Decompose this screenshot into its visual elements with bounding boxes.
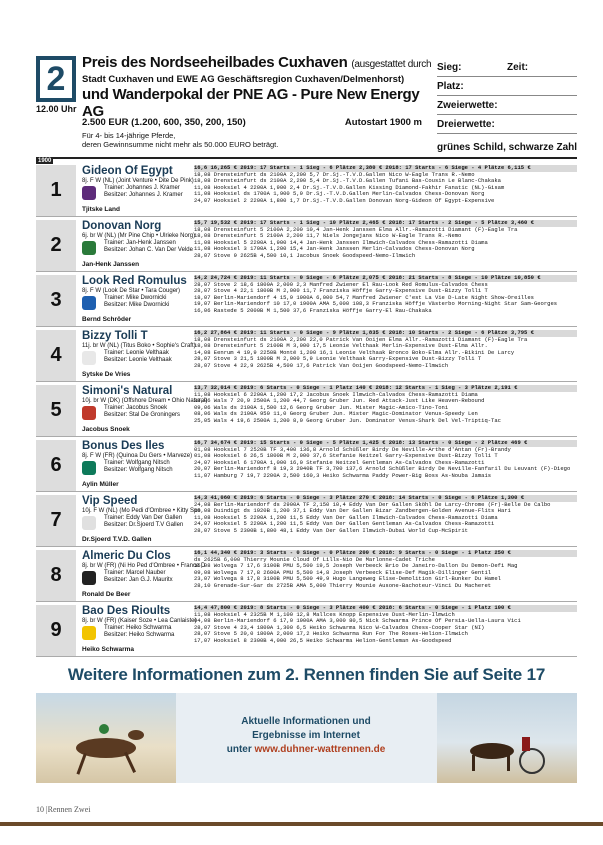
info-box [36, 693, 577, 783]
jockey-silk-icon [82, 351, 96, 365]
form-row: 28,07 Stove 4 22,1 1800B M 2,000 11,7 Franziska Höffje Garry-Expensive Dust-Bizzy Tolli T [194, 288, 488, 295]
jockey-name: Bernd Schröder [82, 316, 132, 323]
form-row: 08,06 Wals ds 2100A 950 11,0 Georg Gruber Jun. Mister Magic-Dominator Venus-Speedy Len [194, 411, 478, 418]
horse-details: 8j. br W (FR) (Kaiser Soze • Lea Canlaiste) Trainer: Heiko Schwarma Besitzer: Heiko Schwarma [82, 618, 197, 638]
horse-name: Almeric Du Clos [82, 550, 171, 562]
form-row: 28,07 Stove 5 2300B 1,800 48,1 Eddy Van Der Gallen Ilmwich-Dubai World Cup-McSpirit [194, 527, 468, 534]
bet-dreier: Dreierwette: [437, 115, 577, 134]
prize-money: Autostart 1900 m 2.500 EUR (1.200, 600, 350, 200, 150) [82, 117, 422, 128]
form-row: 17,07 Hooksiel 8 2300B 4,000 26,5 Heiko Schwarma Helion-Gentleman As-Goodspeed [194, 637, 452, 644]
jockey-name: Tjitske Land [82, 206, 120, 213]
bet-form [437, 58, 577, 134]
form-row: 11,08 Hooksiel 3 1700A 1,200 15,4 Jan-Henk Janssen Merlin-Calvados Chess-Donovan Norg [194, 246, 475, 253]
jockey-silk-icon [82, 516, 96, 530]
horse-name: Donovan Norg [82, 220, 162, 232]
trotting-photo-right [437, 693, 577, 783]
footer-line [0, 822, 603, 826]
bet-zeit: Zeit: [507, 62, 529, 73]
info-banner: Weitere Informationen zum 2. Rennen finden Sie auf Seite 17 [67, 665, 546, 684]
form-row: 28,10 Grenade-Sur-Gar ds 2725B AMA 5,000 Thierry Mounie Ausone-Bachoteur-Vinci Du Macheret [194, 582, 492, 589]
horse-details: 10j. br W (DK) (Offshore Dream • Ohio Natural) Trainer: Jacobus Snoek Besitzer: Stal De Groningers [82, 398, 208, 418]
form-row: 19,07 Berlin-Mariendorf 10 17,0 1900A AMA 5,000 108,3 Franziska Höffje Västerbo Morning-Night Star Sam-Georges [194, 301, 558, 308]
race-titles [82, 54, 432, 120]
jockey-name: Jan-Henk Janssen [82, 261, 140, 268]
horse-number: 6 [36, 440, 76, 491]
horse-name: Simoni's Natural [82, 385, 173, 397]
jockey-silk-icon [82, 406, 96, 420]
horse-entry [36, 550, 577, 602]
form-row: 18,08 Drensteinfurt 5 2100B M 3,000 17,5 Leonie Velthaak Merlin-Expensive Dust-Elma Allr. [194, 343, 488, 350]
distance-bar: 1900 [36, 157, 577, 164]
form-table [194, 220, 577, 259]
horse-number: 9 [36, 605, 76, 656]
website-link[interactable]: www.duhner-wattrennen.de [254, 744, 386, 755]
bet-platz: Platz: [437, 77, 577, 96]
form-row: 18,08 Drensteinfurt ds 2100A 2,200 22,0 Patrick Van Ooijen Elma Allr.-Ramazotti Diamant (F)-Eagle Tra [194, 337, 528, 343]
info-text: Aktuelle Informationen und Ergebnisse im Internet unter www.duhner-wattrennen.de [226, 716, 386, 755]
horse-entry [36, 440, 577, 492]
horse-number: 2 [36, 220, 76, 271]
horse-number: 5 [36, 385, 76, 436]
form-row: 11,08 Hooksiel 4 2325B M 1,100 12,8 Mallces Knopp Expensive Dust-Merlin-Ilmwich [194, 612, 455, 618]
start-type: Autostart 1900 m [344, 117, 422, 128]
race-conditions: Für 4- bis 14-jährige Pferde, deren Gewinnsumme nicht mehr als 50.000 EURO beträgt. [82, 131, 279, 149]
form-row: 28,07 Stove 3 21,5 1800B M 2,000 5,9 Leonie Velthaak Garry-Expensive Dust-Bizzy Tolli T [194, 356, 482, 363]
race-time: 12.00 Uhr [36, 104, 77, 114]
sulky-horse-icon [437, 693, 577, 783]
form-row: 23,07 Wolvega 8 17,8 3100B PMU 5,500 49,9 Hugo Langeweg Elise-Demolition Girl-Bunker Du Hamel [194, 576, 501, 583]
jockey-name: Heiko Schwarma [82, 646, 135, 653]
form-row: 18,08 Drensteinfurt ds 2100A 2,200 5,7 Dr.Sj.-T.V.D.Gallen Nico W-Eagle Trans R.-Nemo [194, 172, 475, 178]
horse-name: Bonus Des Iles [82, 440, 165, 452]
jockey-silk-icon [82, 296, 96, 310]
form-summary: 16,6 16,265 € 2019: 17 Starts - 1 Sieg - 6 Plätze 2,380 € 2018: 17 Starts - 6 Siege - 4 Plätze 6,115 € [194, 165, 577, 172]
bet-zweier: Zweierwette: [437, 96, 577, 115]
jockey-silk-icon [82, 241, 96, 255]
horse-photo-left [36, 693, 176, 783]
form-row: 24,07 Hooksiel 6 1700A 1,000 16,0 Stefanie Neitzel Gentleman As-Calvados Chess-Ramazotti [194, 459, 485, 466]
form-row: 14,08 Eenrum 4 19,9 2250B Monté 1,200 16,1 Leonie Velthaak Bronco Boko-Elma Allr.-Bikini De Larcy [194, 349, 515, 356]
horse-number: 8 [36, 550, 76, 601]
form-table [194, 605, 577, 644]
form-row: 11,08 Hooksiel 5 2200A 1,200 11,5 Eddy Van Der Gallen Ilmwich-Calvados Chess-Ramazotti Diama [194, 514, 498, 521]
race-title-1: Preis des Nordseeheilbades Cuxhaven [82, 54, 348, 71]
form-row: 18,08 Drensteinfurt 5 2100A 2,200 10,4 Jan-Henk Janssen Elma Allr.-Ramazotti Diamant (F)-Eagle Tra [194, 227, 518, 233]
jockey-name: Aylin Müller [82, 481, 119, 488]
form-row: ds 2625B 6,000 Thierry Mounie Cloud Of Lills-Nio De Marlonne-Cadet Triche [194, 557, 435, 563]
horse-name: Bao Des Rioults [82, 605, 171, 617]
horse-details: 10j. F W (NL) (Mo Pedi d'Ombree • Kitty Spe Trainer: Eddy Van Der Gallen Besitzer: Dr.Sjoerd T.V Gallen [82, 508, 201, 528]
horse-entry [36, 385, 577, 437]
form-row: 11,08 Hooksiel ds 1700A 1,900 5,9 Dr.Sj.-T.V.D.Gallen Merlin-Calvados Chess-Donovan Norg [194, 191, 485, 198]
form-table [194, 550, 577, 589]
form-row: 18,07 Berlin-Mariendorf 4 15,9 1900A 6,000 54,7 Manfred Zwiener C'est La Vie D-Late Night Show-Oreilles [194, 294, 534, 301]
form-summary: 14,4 47,800 € 2019: 8 Starts - 0 Siege - 3 Plätze 400 € 2018: 6 Starts - 0 Siege - 1 Platz 100 € [194, 605, 577, 612]
form-table [194, 385, 577, 424]
horse-number: 3 [36, 275, 76, 326]
horse-details: 8j. F W (FR) (Quinoa Du Gers • Marveze) Trainer: Wolfgang Nitsch Besitzer: Wolfgang Nitsch [82, 453, 193, 473]
horse-name: Vip Speed [82, 495, 138, 507]
form-summary: 16,2 27,864 € 2019: 11 Starts - 0 Siege - 9 Plätze 1,835 € 2018: 10 Starts - 2 Siege - 6 Plätze 3,795 € [194, 330, 577, 337]
form-row: 11,07 Hamburg 7 19,7 2200A 2,500 160,3 Heiko Schwarma Paddy Power-Big Boss As-Nouba Jamais [194, 472, 492, 479]
horse-details: 11j. br W (NL) (Titus Boko • Sophie's Craft) Trainer: Leonie Velthaak Besitzer: Leonie Velthaak [82, 343, 196, 363]
form-row: 24,07 Hooksiel 2 2200A 1,800 1,7 Dr.Sj.-T.V.D.Gallen Donovan Norg-Gideon Of Egypt-Expensive [194, 197, 495, 204]
horse-details: 6j. br W (NL) (Mr Pine Chip • Ulrieke Norg) Trainer: Jan-Henk Janssen Besitzer: Johan C. Van Der Velde [82, 233, 196, 253]
form-row: 18,08 Drensteinfurt 5 2100A 2,200 11,7 Niels Jongejans Nico W-Eagle Trans R.-Nemo [194, 233, 462, 240]
horse-entry [36, 220, 577, 272]
race-title-1-note: (ausgestattet durch [351, 59, 432, 70]
form-row: 28,07 Stove 9 2625B 4,500 10,1 Jacobus Snoek Goodspeed-Nemo-Ilmwich [194, 252, 416, 259]
jockey-name: Dr.Sjoerd T.V.D. Gallen [82, 536, 152, 543]
form-summary: 16,7 34,674 € 2019: 15 Starts - 0 Siege - 5 Plätze 1,425 € 2018: 13 Starts - 0 Siege - 2 Plätze 469 € [194, 440, 577, 447]
horse-name: Look Red Romulus [82, 275, 187, 287]
form-table [194, 165, 577, 204]
horse-number: 1 [36, 165, 76, 216]
form-row: 28,07 Stove 2 18,6 1800A 2,000 2,3 Manfred Zwiener El Rau-Look Red Romulus-Calvados Chess [194, 282, 488, 288]
form-row: 28,07 Stove 5 20,0 1800A 2,000 17,2 Heiko Schwarma Run For The Roses-Helion-Ilmwich [194, 631, 468, 638]
form-row: 28,07 Stove 4 22,9 2625B 4,500 17,6 Patrick Van Ooijen Goodspeed-Nemo-Ilmwich [194, 362, 449, 369]
horse-entry [36, 605, 577, 657]
race-title-3: und Wanderpokal der PNE AG - Pure New Energy AG [82, 86, 420, 120]
race-number-box: 2 [36, 56, 76, 102]
jockey-name: Jacobus Snoek [82, 426, 130, 433]
form-row: 15,08 Duindigt ds 1920B 1,200 37,1 Eddy Van Der Gallen Bizar Zandbergen-Golden Avenue-Flits Hari [194, 508, 511, 515]
form-row: 09,06 Wals ds 2100A 1,500 12,6 Georg Gruber Jun. Mister Magic-Amico-Tino-Toni [194, 404, 449, 411]
form-row: 24,07 Hooksiel 5 2200A 1,200 11,5 Eddy Van Der Gallen Gentleman As-Calvados Chess-Ramazotti [194, 521, 495, 528]
form-table [194, 275, 577, 314]
horse-details: 8j. F W (Look De Star • Tara Couger) Trainer: Mike Dwornicki Besitzer: Mike Dwornicki [82, 288, 181, 308]
form-row: 01,08 Hooksiel 6 26,5 1800B M 2,000 37,6 Stefanie Neitzel Garry-Expensive Dust-Bizzy Tolli T [194, 453, 498, 460]
horse-number: 4 [36, 330, 76, 381]
form-row: 01,08 Hooksiel 7 2520B TF 3,400 136,8 Arnold Schüßler Birdy De Neville-Arthe d'Antan (Fr)-Brandy [194, 447, 511, 453]
horse-entry [36, 275, 577, 327]
form-row: 28,07 Stove 4 23,4 1800A 1,300 6,5 Heiko Schwarma Nico W-Calvados Chess-Cooper Star (NI) [194, 624, 485, 631]
form-table [194, 440, 577, 479]
jockey-silk-icon [82, 626, 96, 640]
form-summary: 16,1 44,340 € 2019: 3 Starts - 0 Siege - 0 Plätze 200 € 2018: 9 Starts - 0 Siege - 1 Platz 250 € [194, 550, 577, 557]
jockey-silk-icon [82, 461, 96, 475]
form-row: 18,08 Drensteinfurt ds 2100A 2,200 5,4 Dr.Sj.-T.V.D.Gallen Tufani Bas-Cousin Le Blanc-Chakaka [194, 178, 501, 185]
form-table [194, 330, 577, 369]
form-row: 25,05 Wals 4 19,6 2500A 1,200 8,0 Georg Gruber Jun. Dominator Venus-Shark Del Vel-Triptiq-Tac [194, 417, 501, 424]
page-footer: 10 |Rennen Zwei [36, 805, 91, 814]
bet-sieg: Sieg: [437, 62, 462, 73]
form-row: 20,07 Berlin-Mariendorf 8 19,3 2040B TF 3,700 137,6 Arnold Schüßler Birdy De Neville-Fanfaril Du Leuvant (F)-Diego [194, 466, 571, 473]
horse-entry [36, 495, 577, 547]
horse-entry [36, 165, 577, 217]
horse-name: Gideon Of Egypt [82, 165, 173, 177]
sign-note: grünes Schild, schwarze Zahl [437, 142, 578, 153]
form-row: 16,06 Rastede 5 2000B M 1,500 37,6 Franziska Höffje Garry-El Rau-Chakaka [194, 307, 432, 314]
horse-entry [36, 330, 577, 382]
form-row: 11,08 Hooksiel 5 2200A 1,900 14,4 Jan-Henk Janssen Ilmwich-Calvados Chess-Ramazotti Diama [194, 239, 488, 246]
jockey-name: Sytske De Vries [82, 371, 131, 378]
galloping-horse-icon [36, 693, 176, 783]
form-summary: 13,7 32,014 € 2019: 6 Starts - 0 Siege - 1 Platz 140 € 2018: 12 Starts - 1 Sieg - 3 Plätze 2,191 € [194, 385, 577, 392]
form-summary: 14,2 24,724 € 2019: 11 Starts - 0 Siege - 6 Plätze 2,075 € 2018: 21 Starts - 8 Siege - 10 Plätze 10,850 € [194, 275, 577, 282]
form-summary: 15,7 19,532 € 2019: 17 Starts - 1 Sieg - 10 Plätze 2,465 € 2018: 17 Starts - 2 Siege - 5 Plätze 3,460 € [194, 220, 577, 227]
form-row: 09,08 Wolvega 7 17,8 2600A PMU 5,500 14,8 Joseph Verbeeck Elise-Def Magik-Dillinger Gentil [194, 569, 492, 576]
horse-number: 7 [36, 495, 76, 546]
jockey-silk-icon [82, 186, 96, 200]
horse-details: 8j. F W (NL) (Joint Venture • Dite De Pink) Trainer: Johannes J. Kramer Besitzer: Johannes J. Kramer [82, 178, 194, 198]
form-row: 11,08 Hooksiel 6 2200A 1,200 17,2 Jacobus Snoek Ilmwich-Calvados Chess-Ramazotti Diama [194, 392, 478, 398]
form-row: 24,08 Berlin-Mariendorf ds 2900A TF 2,150 10,4 Eddy Van Der Gallen Sköhl De Larcy-Chrome (Fr)-Belle De Calbo [194, 502, 551, 508]
race-title-2: Stadt Cuxhaven und EWE AG Geschäftsregion Cuxhaven/Delmenhorst) [82, 74, 405, 85]
horse-details: 8j. br W (FR) (Ni Ho Ped d'Ombree • France D Trainer: Marcel Nauber Besitzer: Jan G.J. Mauritx [82, 563, 206, 583]
form-row: 11,08 Hooksiel 4 2200A 1,900 2,4 Dr.Sj.-T.V.D.Gallen Kissing Diamond-Fakhir Fanatic (NL)-Gisam [194, 184, 505, 191]
jockey-silk-icon [82, 571, 96, 585]
horse-name: Bizzy Tolli T [82, 330, 148, 342]
form-summary: 14,3 41,060 € 2019: 6 Starts - 0 Siege - 3 Plätze 270 € 2018: 14 Starts - 0 Siege - 6 Plätze 1,300 € [194, 495, 577, 502]
form-table [194, 495, 577, 534]
form-row: 15,08 Wolvega 7 17,6 3100B PMU 5,500 19,5 Joseph Verbeeck Brio De Janeiro-Dallon Du Demon-Defi Mag [194, 563, 518, 570]
jockey-name: Ronald De Beer [82, 591, 131, 598]
form-row: 30,06 Wals 7 20,9 2500A 1,200 44,7 Georg Gruber Jun. Red Attack-Just Like Heaven-Rebound [194, 398, 485, 405]
form-row: 04,08 Berlin-Mariendorf 6 17,0 1900A AMA 3,000 80,5 Nick Schwarma Prince Of Persia-Uella-Laura Vici [194, 618, 521, 625]
